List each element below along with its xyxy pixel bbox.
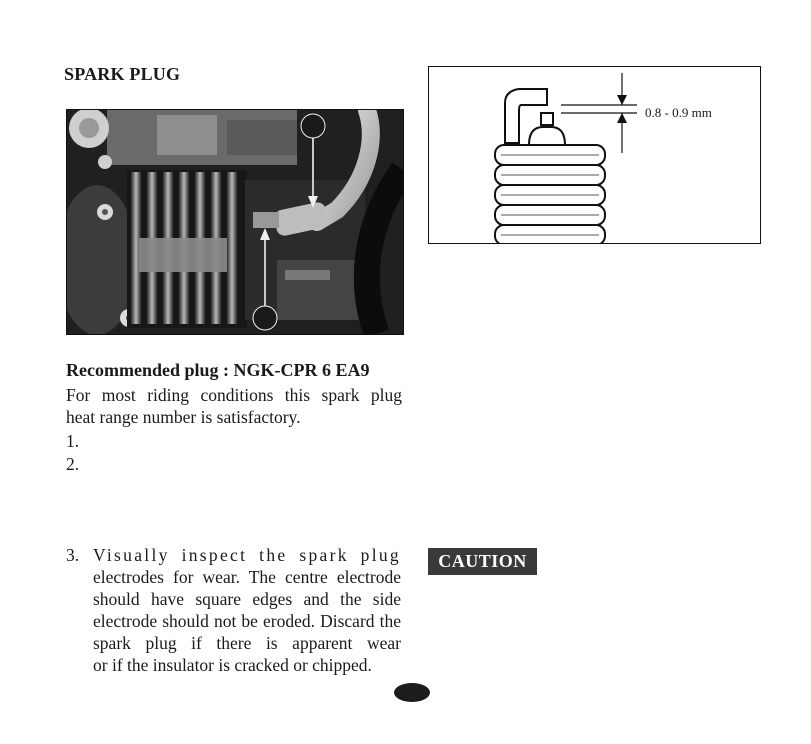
- step-3-number: 3.: [66, 545, 80, 565]
- step-1-number: 1.: [66, 431, 80, 451]
- intro-text-line-1: For most riding conditions this spark plug: [66, 385, 402, 405]
- gap-measurement-label: 0.8 - 0.9 mm: [645, 105, 712, 120]
- page-title: SPARK PLUG: [64, 64, 181, 84]
- spark-plug-illustration: [429, 67, 760, 243]
- step-3-text-line-1: Visually inspect the spark plug: [93, 545, 401, 565]
- engine-photo: [66, 109, 404, 335]
- step-2-number: 2.: [66, 454, 80, 474]
- spark-plug-gap-diagram: [428, 66, 761, 244]
- recommended-plug-heading: Recommended plug : NGK-CPR 6 EA9: [66, 360, 370, 380]
- page-number-marker: [394, 683, 430, 702]
- step-3-text-last-line: or if the insulator is cracked or chipped.: [93, 655, 372, 675]
- intro-text-line-2: heat range number is satisfactory.: [66, 407, 301, 427]
- caution-badge: CAUTION: [428, 548, 537, 575]
- engine-photo-illustration: [67, 110, 403, 334]
- step-3-text-body: electrodes for wear. The centre electrode should have square edges and the side electrode should not be eroded. Discard the spark plug if there is apparent wear: [93, 567, 401, 653]
